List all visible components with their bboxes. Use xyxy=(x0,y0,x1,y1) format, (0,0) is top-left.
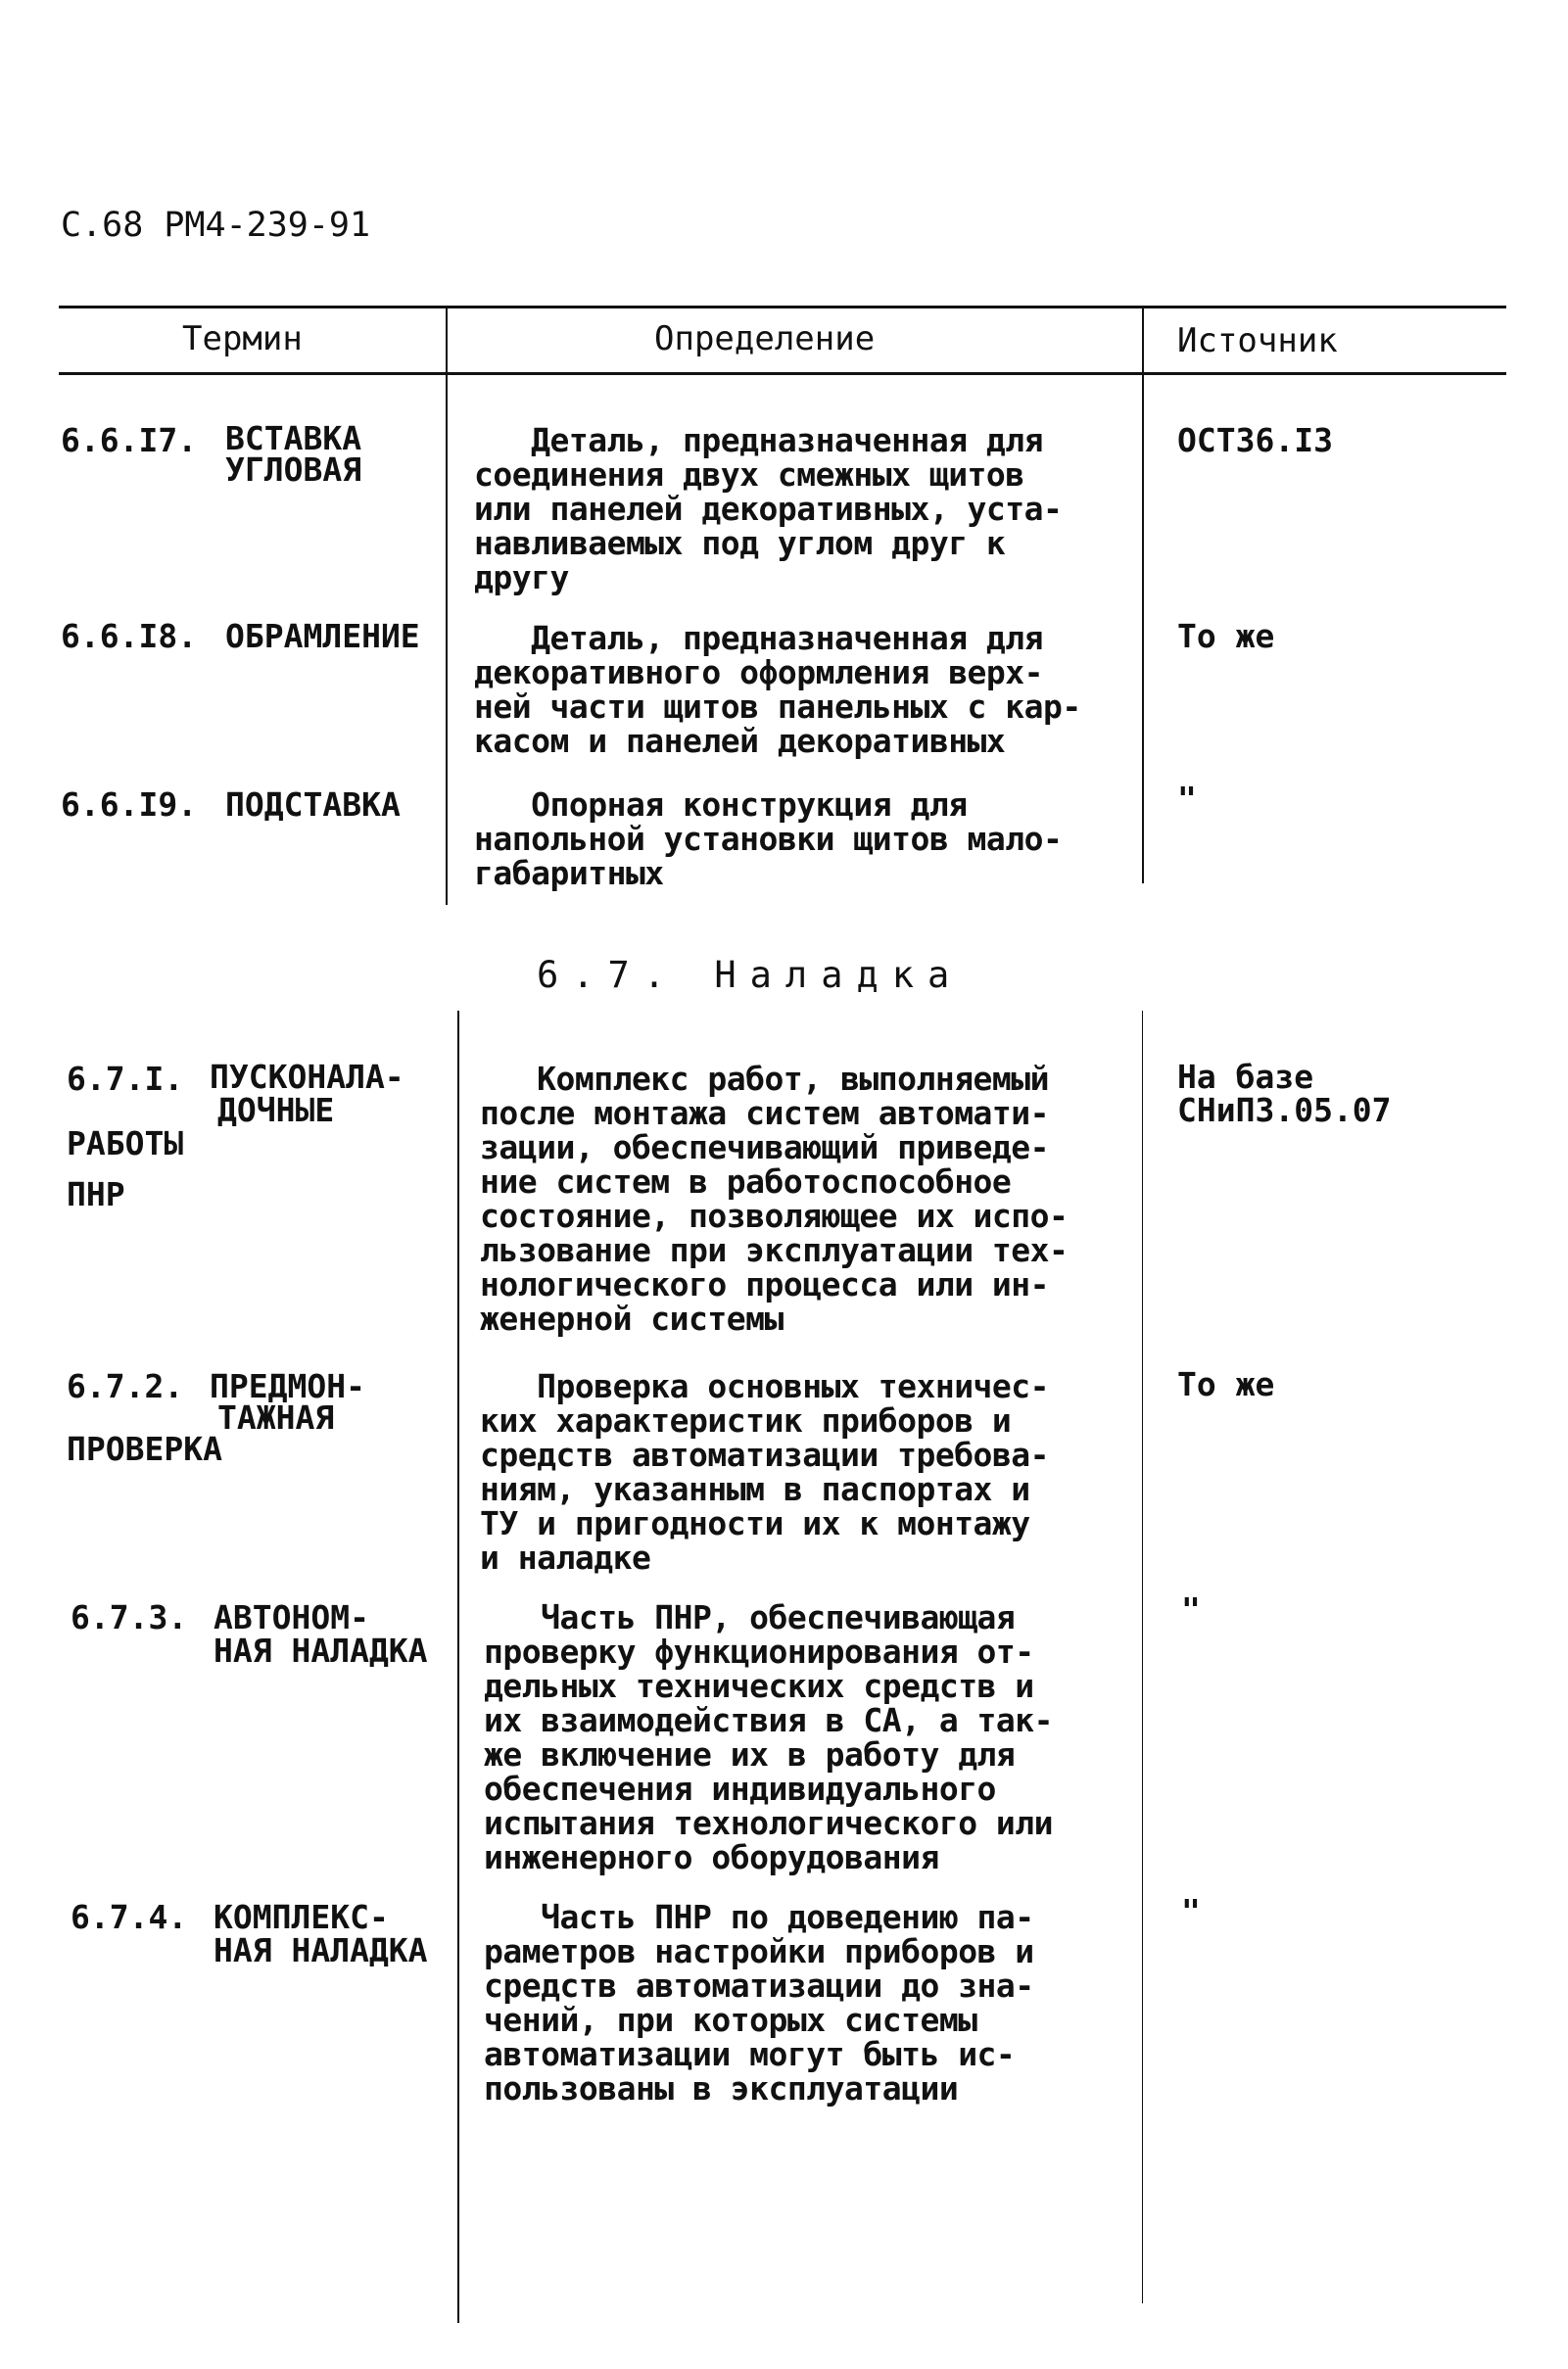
definition-line: дельных технических средств и xyxy=(484,1667,1034,1705)
term-number: 6.7.2. xyxy=(67,1367,184,1405)
definition-line: габаритных xyxy=(474,854,664,892)
source-text: То же xyxy=(1177,617,1275,655)
definition-line: декоративного оформления верх- xyxy=(474,653,1044,691)
page-header: С.68 РМ4-239-91 xyxy=(61,206,371,245)
term-label: ТАЖНАЯ xyxy=(217,1398,335,1437)
definition-line: навливаемых под углом друг к xyxy=(474,524,1006,562)
definition-line: женерной системы xyxy=(480,1300,784,1338)
source-text: " xyxy=(1181,1590,1201,1629)
definition-line: другу xyxy=(474,558,569,596)
definition-line: Часть ПНР по доведению па- xyxy=(484,1898,1034,1936)
term-number: 6.7.I. xyxy=(67,1060,184,1098)
header-bottom-rule xyxy=(59,372,1506,375)
term-label: ПОДСТАВКА xyxy=(225,785,401,824)
term-label: КОМПЛЕКС- xyxy=(214,1898,389,1936)
definition-line: и наладке xyxy=(480,1539,651,1577)
term-label: ПРОВЕРКА xyxy=(67,1430,222,1468)
definition-line: средств автоматизации до зна- xyxy=(484,1966,1034,2005)
definition-line: или панелей декоративных, уста- xyxy=(474,490,1063,528)
term-label: НАЯ НАЛАДКА xyxy=(214,1632,428,1670)
definition-line: зации, обеспечивающий приведе- xyxy=(480,1128,1050,1166)
definition-line: же включение их в работу для xyxy=(484,1735,1016,1774)
term-label: РАБОТЫ xyxy=(67,1124,184,1162)
source-text: " xyxy=(1177,780,1197,818)
definition-line: ТУ и пригодности их к монтажу xyxy=(480,1504,1030,1542)
column-header-definition: Определение xyxy=(654,319,876,358)
term-label: ВСТАВКА xyxy=(225,419,362,457)
definition-line: ниям, указанным в паспортах и xyxy=(480,1470,1030,1508)
term-number: 6.6.I7. xyxy=(61,421,198,459)
source-text: " xyxy=(1181,1892,1201,1930)
definition-line: после монтажа систем автомати- xyxy=(480,1094,1050,1132)
source-text: СНиП3.05.07 xyxy=(1177,1091,1392,1129)
term-label: ПУСКОНАЛА- xyxy=(210,1058,404,1096)
definition-line: ние систем в работоспособное xyxy=(480,1162,1012,1201)
definition-line: Деталь, предназначенная для xyxy=(474,619,1044,657)
term-label: АВТОНОМ- xyxy=(214,1598,369,1636)
definition-line: соединения двух смежных щитов xyxy=(474,455,1024,494)
header-top-rule xyxy=(59,306,1506,308)
term-label: ПРЕДМОН- xyxy=(210,1367,365,1405)
term-number: 6.6.I9. xyxy=(61,785,198,824)
section-title: 6.7. Наладка xyxy=(537,954,964,996)
definition-line: автоматизации могут быть ис- xyxy=(484,2035,1016,2073)
definition-line: состояние, позволяющее их испо- xyxy=(480,1197,1069,1235)
source-text: ОСТ36.I3 xyxy=(1177,421,1333,459)
term-abbreviation: ПНР xyxy=(67,1175,125,1213)
column-divider xyxy=(1142,1011,1143,2303)
term-label: ОБРАМЛЕНИЕ xyxy=(225,617,420,655)
term-number: 6.7.4. xyxy=(71,1898,188,1936)
definition-line: Часть ПНР, обеспечивающая xyxy=(484,1598,1016,1636)
definition-line: обеспечения индивидуального xyxy=(484,1770,996,1808)
definition-line: ких характеристик приборов и xyxy=(480,1401,1012,1440)
definition-line: пользованы в эксплуатации xyxy=(484,2069,959,2108)
column-divider xyxy=(446,306,448,905)
source-text: То же xyxy=(1177,1365,1275,1403)
definition-line: льзование при эксплуатации тех- xyxy=(480,1231,1069,1269)
column-divider xyxy=(1142,306,1144,883)
source-text: На базе xyxy=(1177,1058,1314,1096)
term-number: 6.7.3. xyxy=(71,1598,188,1636)
definition-line: ней части щитов панельных с кар- xyxy=(474,687,1081,726)
definition-line: Опорная конструкция для xyxy=(474,785,968,824)
column-header-term: Термин xyxy=(182,319,303,358)
definition-line: раметров настройки приборов и xyxy=(484,1932,1034,1970)
term-number: 6.6.I8. xyxy=(61,617,198,655)
definition-line: средств автоматизации требова- xyxy=(480,1436,1050,1474)
definition-line: Деталь, предназначенная для xyxy=(474,421,1044,459)
column-header-source: Источник xyxy=(1177,321,1338,360)
definition-line: чений, при которых системы xyxy=(484,2001,977,2039)
definition-line: Комплекс работ, выполняемый xyxy=(480,1060,1050,1098)
definition-line: инженерного оборудования xyxy=(484,1838,939,1876)
definition-line: напольной установки щитов мало- xyxy=(474,820,1063,858)
definition-line: испытания технологического или xyxy=(484,1804,1054,1842)
definition-line: Проверка основных техничес- xyxy=(480,1367,1050,1405)
definition-line: касом и панелей декоративных xyxy=(474,722,1006,760)
definition-line: их взаимодействия в СА, а так- xyxy=(484,1701,1054,1739)
column-divider xyxy=(457,1011,459,2323)
term-label: ДОЧНЫЕ xyxy=(217,1091,335,1129)
term-label: НАЯ НАЛАДКА xyxy=(214,1931,428,1969)
term-label: УГЛОВАЯ xyxy=(225,450,362,489)
definition-line: нологического процесса или ин- xyxy=(480,1265,1050,1303)
definition-line: проверку функционирования от- xyxy=(484,1633,1034,1671)
